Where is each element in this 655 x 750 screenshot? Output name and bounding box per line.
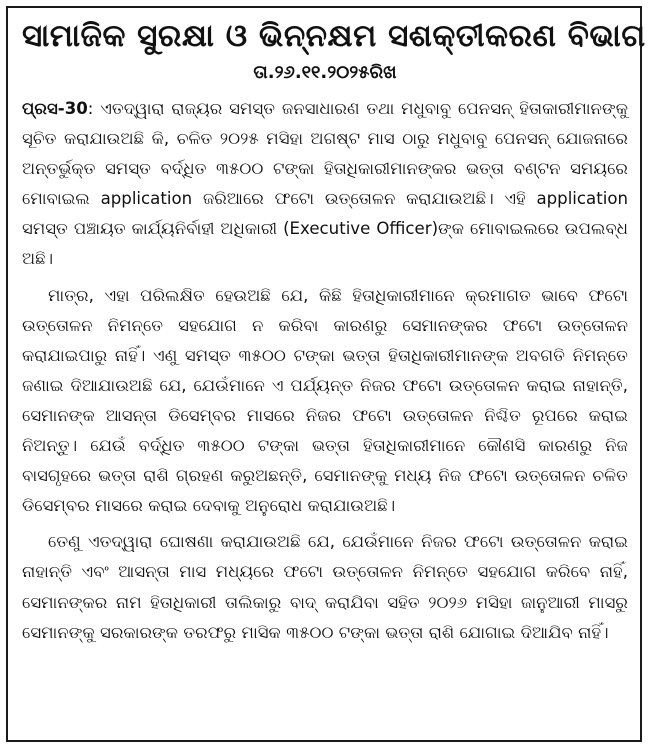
- reference-number: ପ୍ରସ-30: [22, 99, 88, 118]
- notice-paragraph-1: [22, 94, 628, 275]
- notice-frame: [6, 6, 646, 742]
- reference-separator: :: [87, 99, 101, 118]
- notice-paragraph-3: ତେଣୁ ଏତଦ୍ୱାରା ଘୋଷଣା କରାଯାଉଅଛି ଯେ, ଯେଉଁମାନେ ନିଜର ଫଟୋ ଉତ୍ତୋଳନ କରାଇ ନାହାନ୍ତି ଏବଂ ଆସନ୍ତା ମାସ ମଧ୍ୟରେ ଫଟୋ ଉତ୍ତୋଳନ ନିମନ୍ତେ ସହଯୋଗ କରିବେ ନାହିଁ, ସେମାନଙ୍କର ନାମ ହିତାଧିକାରୀ ତାଲିକାରୁ ବାଦ୍ କରାଯିବା ସହିତ ୨୦୨୬ ମସିହା ଜାନୁଆରୀ ମାସରୁ ସେମାନଙ୍କୁ ସରକାରଙ୍କ ତରଫରୁ ମାସିକ ୩୫୦୦ ଟଙ୍କା ଭତ୍ତା ରାଶି ଯୋଗାଇ ଦିଆଯିବ ନାହିଁ।: [22, 532, 628, 642]
- notice-date: ତା.୨୬.୧୧.୨୦୨୫ରିଖ: [253, 62, 397, 83]
- department-title: ସାମାଜିକ ସୁରକ୍ଷା ଓ ଭିନ୍ନକ୍ଷମ ସଶକ୍ତୀକରଣ ବିଭାଗ: [22, 18, 646, 54]
- paragraph-1-text: ଏତଦ୍ୱାରା ରାଜ୍ୟର ସମସ୍ତ ଜନସାଧାରଣ ତଥା ମଧୁବାବୁ ପେନସନ୍ ହିତାକାରୀମାନଙ୍କୁ ସୂଚିତ କରାଯାଉଅଛି କି, ଚଳିତ ୨୦୨୫ ମସିହା ଅଗଷ୍ଟ ମାସ ଠାରୁ ମଧୁବାବୁ ପେନସନ୍ ଯୋଜନାରେ ଅନ୍ତର୍ଭୁକ୍ତ ସମସ୍ତ ବର୍ଦ୍ଧିତ ୩୫୦୦ ଟଙ୍କା ହିତାଧିକାରୀମାନଙ୍କର ଭତ୍ତା ବଣ୍ଟନ ସମୟରେ ମୋବାଇଲ application ଜରିଆରେ ଫଟୋ ଉତ୍ତୋଳନ କରାଯାଉଅଛି। ଏହି application ସମସ୍ତ ପଞ୍ଚାୟତ କାର୍ଯ୍ୟନିର୍ବାହୀ ଅଧିକାରୀ (Executive Officer)ଙ୍କ ମୋବାଇଲରେ ଉପଲବ୍ଧ ଅଛି।: [22, 99, 628, 269]
- notice-paragraph-2: ମାତ୍ର, ଏହା ପରିଲକ୍ଷିତ ହେଉଅଛି ଯେ, କିଛି ହିତାଧିକାରୀମାନେ କ୍ରମାଗତ ଭାବେ ଫଟୋ ଉତ୍ତୋଳନ ନିମନ୍ତେ ସହଯୋଗ ନ କରିବା କାରଣରୁ ସେମାନଙ୍କର ଫଟୋ ଉତ୍ତୋଳନ କରାଯାଇପାରୁ ନାହିଁ। ଏଣୁ ସମସ୍ତ ୩୫୦୦ ଟଙ୍କା ଭତ୍ତା ହିତାଧିକାରୀମାନଙ୍କ ଅବଗତି ନିମନ୍ତେ ଜଣାଇ ଦିଆଯାଉଅଛି ଯେ, ଯେଉଁମାନେ ଏ ପର୍ଯ୍ୟନ୍ତ ନିଜର ଫଟୋ ଉତ୍ତୋଳନ କରାଇ ନାହାନ୍ତି, ସେମାନଙ୍କ ଆସନ୍ତା ଡିସେମ୍ବର ମାସରେ ନିଜର ଫଟୋ ଉତ୍ତୋଳନ ନିଶ୍ଚିତ ରୂପରେ କରାଇ ନିଅନ୍ତୁ। ଯେଉଁ ବର୍ଦ୍ଧିତ ୩୫୦୦ ଟଙ୍କା ଭତ୍ତା ହିତାଧିକାରୀମାନେ କୌଣସି କାରଣରୁ ନିଜ ବାସଗୃହରେ ଭତ୍ତା ରାଶି ଗ୍ରହଣ କରୁଅଛନ୍ତି, ସେମାନଙ୍କୁ ମଧ୍ୟ ନିଜ ଫଟୋ ଉତ୍ତୋଳନ ଚଳିତ ଡିସେମ୍ବର ମାସରେ କରାଇ ଦେବାକୁ ଅନୁରୋଧ କରାଯାଉଅଛି।: [22, 285, 628, 516]
